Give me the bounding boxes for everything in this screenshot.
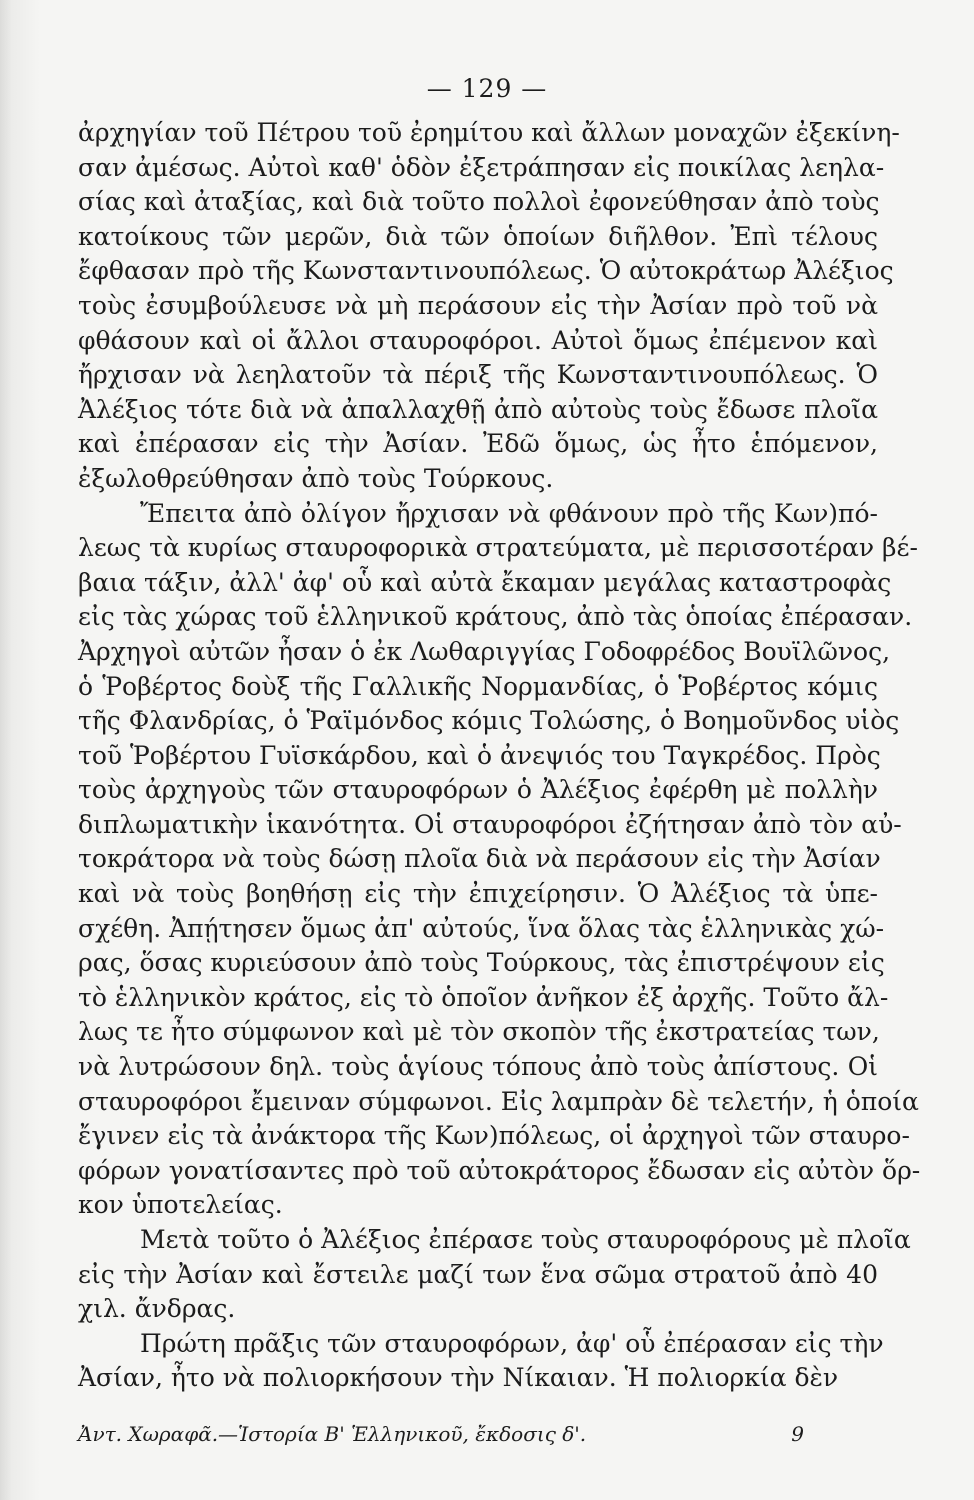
- text-line: Πρώτη πρᾶξις τῶν σταυροφόρων, ἀφ' οὗ ἐπέρασαν εἰς τὴν: [140, 1328, 884, 1358]
- footer-sheet-mark: 9: [791, 1422, 804, 1446]
- footer-signature: Ἀντ. Χωραφᾶ.—Ἱστορία Β' Ἑλληνικοῦ, ἔκδοσις δ'.: [78, 1422, 587, 1446]
- text-line: σταυροφόροι ἔμειναν σύμφωνοι. Εἰς λαμπρὰν δὲ τελετήν, ἡ ὁποία: [78, 1086, 919, 1116]
- text-line: χιλ. ἄνδρας.: [78, 1294, 236, 1324]
- text-line: τῆς Φλανδρίας, ὁ Ῥαϊμόνδος κόμις Τολώσης, ὁ Βοημοῦνδος υἱὸς: [78, 706, 900, 736]
- body-text: [78, 116, 921, 1396]
- text-line: Ἀσίαν, ἦτο νὰ πολιορκήσουν τὴν Νίκαιαν. Ἡ πολιορκία δὲν: [78, 1363, 839, 1393]
- text-line: λεως τὰ κυρίως σταυροφορικὰ στρατεύματα, μὲ περισσοτέραν βέ-: [78, 533, 918, 563]
- text-line: λως τε ἦτο σύμφωνον καὶ μὲ τὸν σκοπὸν τῆς ἐκστρατείας των,: [78, 1017, 880, 1047]
- text-line: Ἀρχηγοὶ αὐτῶν ἦσαν ὁ ἐκ Λωθαριγγίας Γοδοφρέδος Βουϊλῶνος,: [78, 636, 891, 666]
- text-line: ὁ Ῥοβέρτος δοὺξ τῆς Γαλλικῆς Νορμανδίας, ὁ Ῥοβέρτος κόμις: [78, 671, 878, 701]
- paragraph: [78, 497, 921, 1223]
- text-line: τοκράτορα νὰ τοὺς δώσῃ πλοῖα διὰ νὰ περάσουν εἰς τὴν Ἀσίαν: [78, 844, 881, 874]
- paragraph: [78, 1223, 911, 1327]
- text-line: εἰς τὴν Ἀσίαν καὶ ἔστειλε μαζί των ἕνα σῶμα στρατοῦ ἀπὸ 40: [78, 1259, 878, 1289]
- text-line: ἔφθασαν πρὸ τῆς Κωνσταντινουπόλεως. Ὁ αὐτοκράτωρ Ἀλέξιος: [78, 256, 894, 286]
- text-line: ἔγινεν εἰς τὰ ἀνάκτορα τῆς Κων)πόλεως, οἱ ἀρχηγοὶ τῶν σταυρο-: [78, 1121, 910, 1151]
- text-line: Ἔπειτα ἀπὸ ὀλίγον ἤρχισαν νὰ φθάνουν πρὸ τῆς Κων)πό-: [140, 498, 878, 528]
- text-line: τοῦ Ῥοβέρτου Γυϊσκάρδου, καὶ ὁ ἀνεψιός του Ταγκρέδος. Πρὸς: [78, 740, 881, 770]
- text-line: βαια τάξιν, ἀλλ' ἀφ' οὗ καὶ αὐτὰ ἔκαμαν μεγάλας καταστροφὰς: [78, 567, 892, 597]
- text-line: ἐξωλοθρεύθησαν ἀπὸ τοὺς Τούρκους.: [78, 463, 554, 493]
- text-line: ρας, ὅσας κυριεύσουν ἀπὸ τοὺς Τούρκους, τὰς ἐπιστρέψουν εἰς: [78, 948, 885, 978]
- text-line: ἤρχισαν νὰ λεηλατοῦν τὰ πέριξ τῆς Κωνσταντινουπόλεως. Ὁ: [78, 360, 878, 390]
- text-line: διπλωματικὴν ἱκανότητα. Οἱ σταυροφόροι ἐζήτησαν ἀπὸ τὸν αὐ-: [78, 809, 902, 839]
- text-line: ἀρχηγίαν τοῦ Πέτρου τοῦ ἐρημίτου καὶ ἄλλων μοναχῶν ἐξεκίνη-: [78, 118, 900, 147]
- text-line: καὶ νὰ τοὺς βοηθήσῃ εἰς τὴν ἐπιχείρησιν. Ὁ Ἀλέξιος τὰ ὑπε-: [78, 879, 878, 909]
- text-line: φόρων γονατίσαντες πρὸ τοῦ αὐτοκράτορος ἔδωσαν εἰς αὐτὸν ὅρ-: [78, 1155, 921, 1185]
- text-line: τοὺς ἀρχηγοὺς τῶν σταυροφόρων ὁ Ἀλέξιος ἐφέρθη μὲ πολλὴν: [78, 775, 878, 805]
- text-line: Μετὰ τοῦτο ὁ Ἀλέξιος ἐπέρασε τοὺς σταυροφόρους μὲ πλοῖα: [140, 1225, 911, 1254]
- text-line: κατοίκους τῶν μερῶν, διὰ τῶν ὁποίων διῆλθον. Ἐπὶ τέλους: [78, 221, 878, 251]
- text-line: νὰ λυτρώσουν δηλ. τοὺς ἁγίους τόπους ἀπὸ τοὺς ἀπίστους. Οἱ: [78, 1052, 878, 1082]
- text-line: τοὺς ἐσυμβούλευσε νὰ μὴ περάσουν εἰς τὴν Ἀσίαν πρὸ τοῦ νὰ: [78, 290, 878, 320]
- text-line: σαν ἀμέσως. Αὐτοὶ καθ' ὁδὸν ἐξετράπησαν εἰς ποικίλας λεηλα-: [78, 152, 885, 182]
- text-line: τὸ ἑλληνικὸν κράτος, εἰς τὸ ὁποῖον ἀνῆκον ἐξ ἀρχῆς. Τοῦτο ἄλ-: [78, 982, 889, 1012]
- text-line: Ἀλέξιος τότε διὰ νὰ ἀπαλλαχθῇ ἀπὸ αὐτοὺς τοὺς ἔδωσε πλοῖα: [78, 394, 878, 424]
- text-line: εἰς τὰς χώρας τοῦ ἑλληνικοῦ κράτους, ἀπὸ τὰς ὁποίας ἐπέρασαν.: [78, 602, 913, 632]
- text-line: σίας καὶ ἀταξίας, καὶ διὰ τοῦτο πολλοὶ ἐφονεύθησαν ἀπὸ τοὺς: [78, 187, 880, 217]
- paragraph: [78, 1327, 884, 1396]
- text-line: φθάσουν καὶ οἱ ἄλλοι σταυροφόροι. Αὐτοὶ ὅμως ἐπέμενον καὶ: [78, 325, 878, 355]
- text-line: καὶ ἐπέρασαν εἰς τὴν Ἀσίαν. Ἐδῶ ὅμως, ὡς ἦτο ἑπόμενον,: [78, 429, 878, 459]
- text-line: σχέθη. Ἀπῄτησεν ὅμως ἀπ' αὐτούς, ἵνα ὅλας τὰς ἑλληνικὰς χώ-: [78, 913, 885, 943]
- page-footer: [78, 1422, 878, 1446]
- paragraph: [78, 116, 900, 497]
- page-number: — 129 —: [426, 74, 548, 103]
- text-line: κον ὑποτελείας.: [78, 1190, 283, 1220]
